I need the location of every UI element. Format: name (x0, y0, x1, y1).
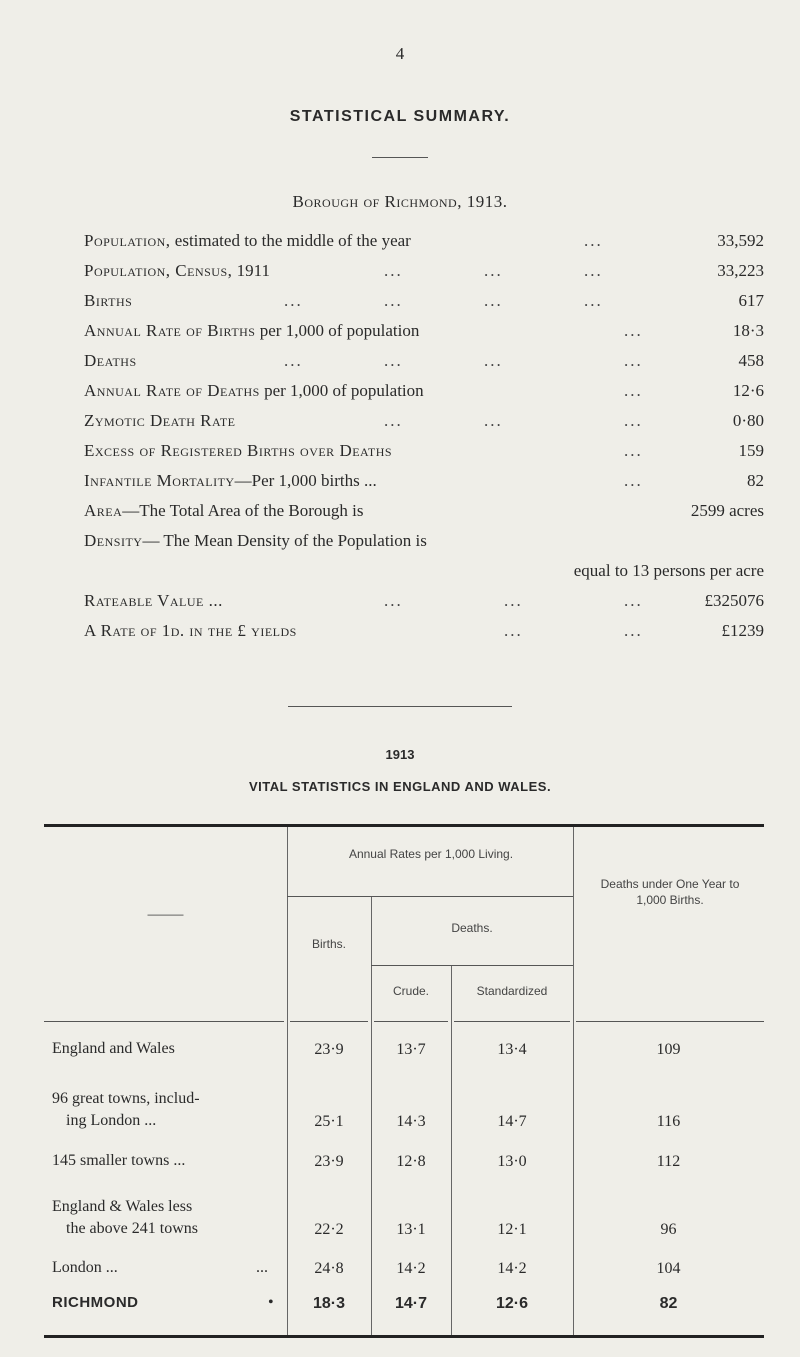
row-label: England and Wales (52, 1040, 175, 1057)
summary-value: 0·80 (732, 411, 764, 430)
leader-dots: ... (504, 591, 523, 610)
row-label-continued: ing London ... (66, 1112, 157, 1129)
summary-label: Rateable Value ... (84, 591, 223, 610)
births-value: 23·9 (314, 1041, 344, 1058)
infant-death-value: 109 (656, 1041, 681, 1058)
summary-value: 33,223 (717, 261, 764, 280)
infant-death-value: 116 (656, 1113, 681, 1130)
births-value: 23·9 (314, 1153, 344, 1170)
vital-statistics-title: VITAL STATISTICS IN ENGLAND AND WALES. (248, 779, 552, 794)
summary-value: 159 (738, 441, 764, 460)
summary-label: Density— The Mean Density of the Population is (84, 531, 427, 550)
header-rule (290, 1021, 368, 1022)
row-marker: • (268, 1294, 274, 1311)
infant-death-value: 104 (656, 1260, 681, 1277)
leader-dots: ... (624, 621, 643, 640)
summary-value: equal to 13 persons per acre (573, 561, 764, 580)
summary-label: Population, estimated to the middle of the year (84, 231, 411, 250)
leader-dots: ... (484, 351, 503, 370)
leader-dots: ... (384, 351, 403, 370)
standardized-death-value: 12·6 (495, 1295, 529, 1312)
standardized-death-value: 14·7 (497, 1113, 527, 1130)
standardized-death-value: 13·0 (497, 1153, 527, 1170)
header-rule (576, 1021, 764, 1022)
summary-label: Zymotic Death Rate (84, 411, 236, 430)
leader-dots: ... (624, 471, 643, 490)
header-crude: Crude. (392, 984, 430, 998)
leader-dots: ... (624, 441, 643, 460)
infant-death-value: 112 (656, 1153, 681, 1170)
leader-dots: ... (384, 291, 403, 310)
header-standardized: Standardized (476, 984, 548, 998)
births-value: 24·8 (314, 1260, 344, 1277)
leader-dots: ... (624, 351, 643, 370)
header-rule (287, 896, 573, 897)
table-top-rule (44, 824, 764, 827)
header-rule (44, 1021, 284, 1022)
crude-death-value: 12·8 (396, 1153, 426, 1170)
row-label-continued: ... (256, 1259, 268, 1276)
crude-death-value: 13·1 (396, 1221, 426, 1238)
summary-label: Deaths (84, 351, 137, 370)
leader-dots: ... (384, 411, 403, 430)
leader-dots: ... (624, 411, 643, 430)
leader-dots: ... (624, 321, 643, 340)
leader-dots: ... (584, 291, 603, 310)
infant-death-value: 96 (660, 1221, 677, 1238)
births-value: 22·2 (314, 1221, 344, 1238)
crude-death-value: 13·7 (396, 1041, 426, 1058)
births-value: 18·3 (312, 1295, 346, 1312)
leader-dots: ... (624, 381, 643, 400)
leader-dots: ... (484, 261, 503, 280)
leader-dots: ... (584, 261, 603, 280)
header-rule (454, 1021, 570, 1022)
summary-value: 617 (738, 291, 764, 310)
summary-value: 458 (738, 351, 764, 370)
header-rule (371, 965, 573, 966)
header-infant-deaths: Deaths under One Year to 1,000 Births. (600, 877, 740, 907)
leader-dots: ... (284, 291, 303, 310)
summary-label: Excess of Registered Births over Deaths (84, 441, 393, 460)
standardized-death-value: 14·2 (497, 1260, 527, 1277)
table-bottom-rule (44, 1335, 764, 1338)
row-label: 96 great towns, includ- (52, 1090, 200, 1107)
summary-label: Annual Rate of Births per 1,000 of population (84, 321, 420, 340)
infant-death-value: 82 (659, 1295, 678, 1312)
row-label: London ... (52, 1259, 118, 1276)
summary-label: Births (84, 291, 133, 310)
leader-dots: ... (584, 231, 603, 250)
header-births: Births. (311, 937, 346, 951)
row-label: 145 smaller towns ... (52, 1152, 186, 1169)
page-number: 4 (395, 44, 405, 63)
leader-dots: ... (384, 591, 403, 610)
leader-dots: ... (624, 591, 643, 610)
row-label: England & Wales less (52, 1198, 193, 1215)
summary-value: 12·6 (732, 381, 764, 400)
row-label-continued: the above 241 towns (66, 1220, 198, 1237)
column-rule (451, 966, 452, 1335)
births-value: 25·1 (314, 1113, 344, 1130)
leader-dots: ... (504, 621, 523, 640)
summary-value: 82 (747, 471, 764, 490)
summary-value: £1239 (721, 621, 764, 640)
standardized-death-value: 13·4 (497, 1041, 527, 1058)
summary-value: 2599 acres (690, 501, 764, 520)
header-annual-rates: Annual Rates per 1,000 Living. (348, 847, 514, 861)
crude-death-value: 14·7 (394, 1295, 428, 1312)
page-title: STATISTICAL SUMMARY. (289, 108, 511, 125)
summary-value: £325076 (704, 591, 764, 610)
crude-death-value: 14·3 (396, 1113, 426, 1130)
crude-death-value: 14·2 (396, 1260, 426, 1277)
summary-label: Annual Rate of Deaths per 1,000 of population (84, 381, 424, 400)
summary-value: 18·3 (732, 321, 764, 340)
summary-label: Area—The Total Area of the Borough is (84, 501, 364, 520)
header-corner: ——— (147, 907, 184, 921)
leader-dots: ... (484, 291, 503, 310)
summary-value: 33,592 (717, 231, 764, 250)
leader-dots: ... (384, 261, 403, 280)
subtitle: Borough of Richmond, 1913. (292, 192, 508, 211)
summary-label: Population, Census, 1911 (84, 261, 271, 280)
header-rule (374, 1021, 448, 1022)
summary-label: Infantile Mortality—Per 1,000 births ... (84, 471, 377, 490)
standardized-death-value: 12·1 (497, 1221, 527, 1238)
table-year: 1913 (385, 747, 415, 762)
column-rule (573, 827, 574, 1335)
row-label-richmond: RICHMOND (52, 1294, 139, 1311)
leader-dots: ... (284, 351, 303, 370)
summary-label: A Rate of 1d. in the £ yields (84, 621, 297, 640)
leader-dots: ... (484, 411, 503, 430)
column-rule (287, 827, 288, 1335)
header-deaths: Deaths. (451, 921, 493, 935)
